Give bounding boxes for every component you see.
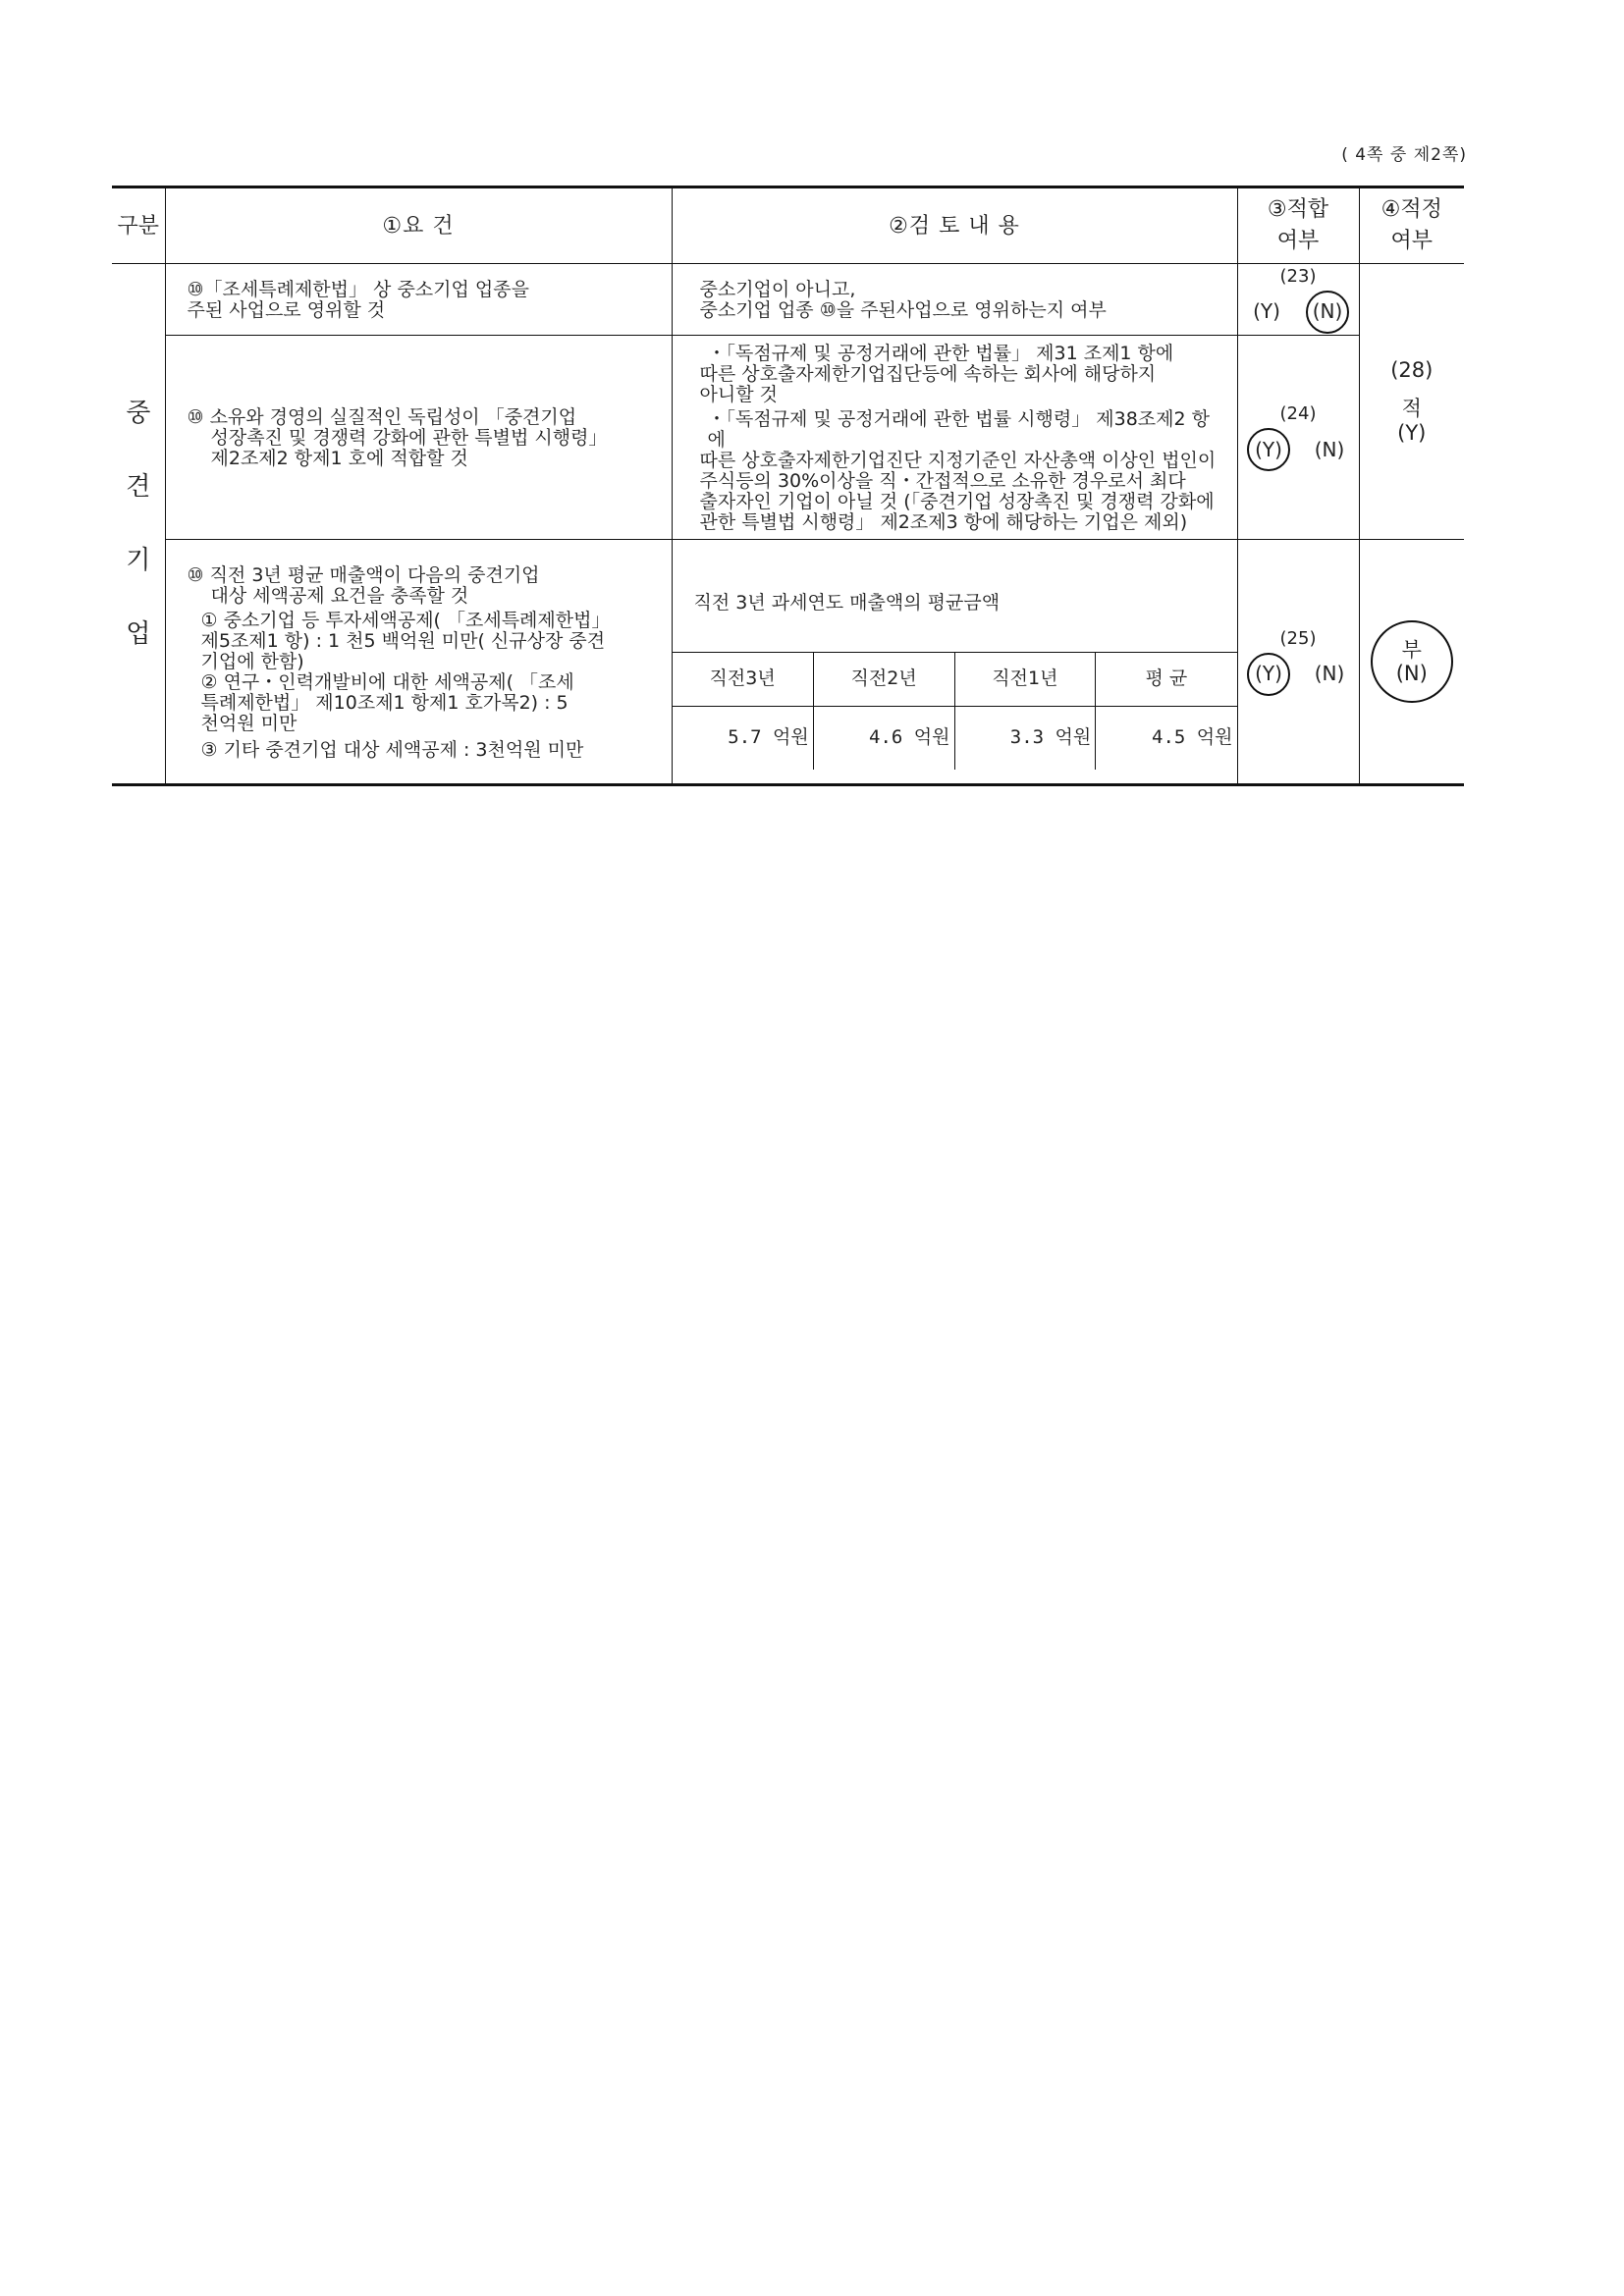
revenue-value-row	[673, 706, 1237, 770]
header-review: ②검 토 내 용	[672, 187, 1237, 264]
header-fit-line2: 여부	[1276, 229, 1320, 253]
fit-label: (24)	[1279, 403, 1317, 424]
adequacy-value: 부	[1401, 638, 1422, 662]
revenue-table	[673, 555, 1237, 770]
year-label: 직전1년	[954, 652, 1096, 706]
revenue-avg-label: 직전 3년 과세연도 매출액의 평균금액	[673, 555, 1237, 653]
review-text: 출자자인 기업이 아닐 것 (「중견기업 성장촉진 및 경쟁력 강화에	[699, 491, 1215, 512]
review-text: 중소기업이 아니고,	[699, 279, 856, 300]
fit-no-option-selected[interactable]: (N)	[1306, 291, 1349, 334]
review-text: 중소기업 업종 ⑩을 주된사업으로 영위하는지 여부	[699, 299, 1107, 321]
fit-label: (23)	[1279, 265, 1317, 287]
review-text: 따른 상호출자제한기업집단등에 속하는 회사에 해당하지	[699, 363, 1157, 385]
category-cell	[112, 264, 165, 785]
adequacy-circled-answer[interactable]	[1371, 620, 1453, 703]
category-char: 업	[126, 618, 151, 649]
adequacy-value: 적	[1401, 396, 1422, 420]
fit-25	[1237, 540, 1359, 785]
fit-yes-option-selected[interactable]: (Y)	[1247, 653, 1290, 696]
requirement-text: 성장촉진 및 경쟁력 강화에 관한 특별법 시행령」	[210, 427, 608, 449]
requirement-item: 제5조제1 항) : 1 천5 백억원 미만( 신규상장 중견	[200, 629, 606, 652]
review-bullet	[700, 344, 1223, 405]
requirement-item: 천억원 미만	[200, 712, 298, 734]
row-industry-requirement	[112, 264, 1464, 336]
requirement-108	[165, 336, 672, 540]
header-row	[112, 187, 1464, 264]
year-label: 직전3년	[673, 652, 814, 706]
revenue-value[interactable]: 4.6 억원	[813, 706, 954, 770]
requirement-107	[165, 264, 672, 336]
row-independence-requirement	[112, 336, 1464, 540]
mid-sized-enterprise-review-table	[112, 186, 1464, 786]
adequacy-yn: (N)	[1395, 662, 1428, 685]
review-text: 관한 특별법 시행령」 제2조제3 항에 해당하는 기업은 제외)	[699, 511, 1188, 533]
review-bullet	[700, 409, 1223, 533]
requirement-109	[165, 540, 672, 785]
review-text: 따른 상호출자제한기업진단 지정기준인 자산총액 이상인 법인이	[699, 450, 1217, 471]
requirement-text: 대상 세액공제 요건을 충족할 것	[210, 584, 469, 607]
requirement-text: ⑩ 직전 3년 평균 매출액이 다음의 중견기업	[187, 563, 540, 586]
requirement-text: 주된 사업으로 영위할 것	[187, 299, 386, 321]
revenue-year-header-row	[673, 652, 1237, 706]
category-char: 중	[126, 398, 151, 428]
header-requirement: ①요 건	[165, 187, 672, 264]
adequacy-28	[1359, 264, 1464, 540]
requirement-item: 특례제한법」 제10조제1 항제1 호가목2) : 5	[200, 691, 568, 714]
fit-23	[1237, 264, 1359, 336]
fit-yes-option-selected[interactable]: (Y)	[1247, 428, 1290, 471]
requirement-item: ② 연구・인력개발비에 대한 세액공제( 「조세	[200, 670, 574, 693]
category-char: 기	[126, 545, 151, 575]
header-fit-line1: ③적합	[1267, 197, 1329, 222]
header-adequacy-line2: 여부	[1390, 229, 1433, 253]
revenue-value[interactable]: 3.3 억원	[954, 706, 1096, 770]
requirement-text: 제2조제2 항제1 호에 적합할 것	[210, 448, 468, 469]
review-109	[672, 540, 1237, 785]
header-adequacy-line1: ④적정	[1380, 197, 1442, 222]
review-text: 주식등의 30%이상을 직・간접적으로 소유한 경우로서 최다	[699, 470, 1186, 492]
adequacy-yn: (Y)	[1397, 420, 1427, 445]
requirement-text: ⑩ 소유와 경영의 실질적인 독립성이 「중견기업	[187, 406, 577, 428]
revenue-average-value[interactable]: 4.5 억원	[1096, 706, 1237, 770]
adequacy-label: (28)	[1390, 357, 1434, 382]
fit-label: (25)	[1279, 627, 1317, 649]
year-label: 직전2년	[813, 652, 954, 706]
review-text: ・「독점규제 및 공정거래에 관한 법률」 제31 조제1 항에	[707, 343, 1174, 364]
page-indicator: ( 4쪽 중 제2쪽)	[1341, 145, 1467, 165]
review-108	[672, 336, 1237, 540]
adequacy-bottom	[1359, 540, 1464, 785]
category-char: 견	[126, 471, 151, 502]
fit-24	[1237, 336, 1359, 540]
year-label: 평 균	[1096, 652, 1237, 706]
revenue-value[interactable]: 5.7 억원	[673, 706, 814, 770]
fit-no-option[interactable]: (N)	[1314, 662, 1345, 685]
requirement-item: ③ 기타 중견기업 대상 세액공제 : 3천억원 미만	[200, 738, 584, 761]
requirement-items	[188, 611, 656, 761]
review-text: ・「독점규제 및 공정거래에 관한 법률 시행령」 제38조제2 항에	[707, 408, 1210, 451]
requirement-text: ⑩「조세특례제한법」 상 중소기업 업종을	[187, 279, 529, 300]
review-107	[672, 264, 1237, 336]
header-fit	[1237, 187, 1359, 264]
fit-no-option[interactable]: (N)	[1314, 437, 1345, 461]
requirement-item: ① 중소기업 등 투자세액공제( 「조세특례제한법」	[200, 609, 611, 631]
row-revenue-requirement	[112, 540, 1464, 785]
header-adequacy	[1359, 187, 1464, 264]
header-category: 구분	[112, 187, 165, 264]
requirement-item: 기업에 한함)	[200, 650, 304, 672]
review-text: 아니할 것	[699, 384, 778, 405]
fit-yes-option[interactable]: (Y)	[1253, 299, 1280, 323]
